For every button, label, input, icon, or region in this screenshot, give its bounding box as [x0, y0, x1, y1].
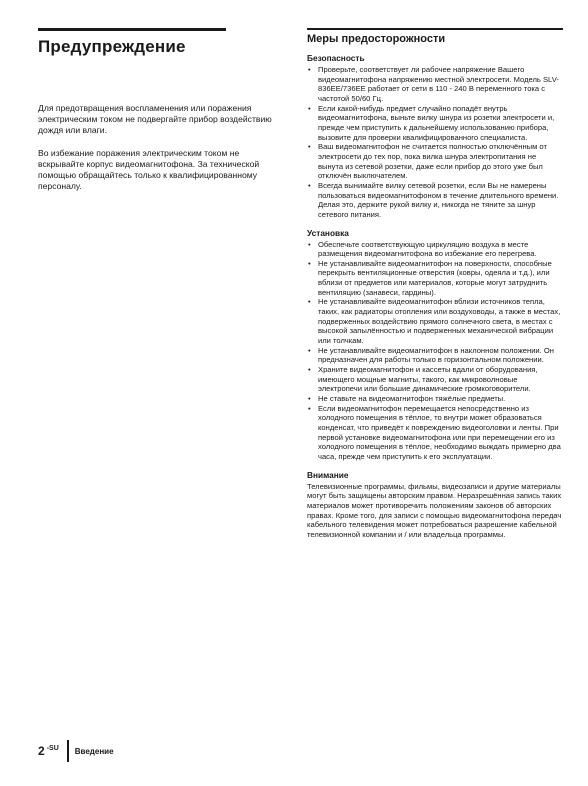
bullet-icon: • — [308, 65, 311, 74]
list-item: • Если какой-нибудь предмет случайно попадёт внутрь видеомагнитофона, выньте вилку шнура из розетки электросети и, прежде чем приступить к дальнейшему использованию прибора, вызовите для проверки квалифицированного специалиста. — [308, 103, 555, 142]
precautions-title: Меры предосторожности — [307, 33, 446, 45]
bullet-icon: • — [308, 394, 311, 403]
installation-list — [307, 240, 563, 462]
section-heading-installation: Установка — [307, 227, 349, 238]
bullet-icon: • — [308, 142, 311, 152]
title-rule — [307, 28, 563, 30]
bullet-icon: • — [308, 403, 311, 413]
warning-paragraph: Во избежание поражения электрическим током не вскрывайте корпус видеомагнитофона. За технической помощью обращайтесь только к квалифицированному персоналу. — [38, 148, 260, 191]
section-heading-safety: Безопасность — [307, 53, 365, 63]
list-item: • Храните видеомагнитофон и кассеты вдали от оборудования, имеющего мощные магниты, такого, как микроволновые электропечи или большие динамические громкоговорители. — [308, 365, 538, 394]
title-rule — [38, 28, 226, 31]
list-item: • Не устанавливайте видеомагнитофон в наклонном положении. Он предназначен для работы только в горизонтальном положении. — [308, 345, 554, 365]
bullet-icon: • — [308, 297, 311, 307]
bullet-icon: • — [308, 103, 311, 113]
list-item: • Не устанавливайте видеомагнитофон вблизи источников тепла, таких, как радиаторы отопления или воздуховоды, а также в местах, подверженных воздействию прямого солнечного света, в местах с высокой запылённостью и подверженных механической вибрации или толчкам. — [308, 297, 561, 346]
warning-paragraph: Для предотвращения воспламенения или поражения электрическим током не подвергайте прибор воздействию дождя или влаги. — [38, 103, 272, 135]
bullet-icon: • — [308, 345, 311, 355]
page-suffix: -SU — [46, 744, 59, 752]
list-item: • Всегда вынимайте вилку сетевой розетки, если Вы не намерены пользоваться видеомагнитофоном в течение длительного времени. Делая это, держите рукой вилку и, никогда не тяните за шнур сетевого питания. — [308, 180, 559, 219]
bullet-icon: • — [308, 258, 311, 268]
bullet-icon: • — [308, 239, 311, 249]
list-item: • Проверьте, соответствует ли рабочее напряжение Вашего видеомагнитофона напряжению местной электросети. Модель SLV-836EE/736EE работает от сети в 110 - 240 В переменного тока с частотой 50/60 Гц. — [308, 65, 559, 103]
page-footer — [38, 741, 114, 761]
bullet-icon: • — [308, 180, 311, 190]
precautions-column — [307, 28, 563, 540]
list-item: • Не ставьте на видеомагнитофон тяжёлые предметы. — [308, 394, 506, 403]
warning-title: Предупреждение — [38, 37, 186, 56]
note-heading: Внимание — [307, 469, 349, 480]
safety-list — [307, 65, 563, 220]
list-item: • Обеспечьте соответствующую циркуляцию воздуха в месте размещения видеомагнитофона во избежание его перегрева. — [308, 239, 537, 259]
list-item: • Если видеомагнитофон перемещается непосредственно из холодного помещения в тёплое, то внутри может образоваться конденсат, что приведёт к повреждению видеоголовки и ленты. При первой установке видеомагнитофона или при перемещении его из холодного помещения в тёплое, необходимо выждать примерно два часа, прежде чем приступить к его эксплуатации. — [308, 403, 561, 461]
bullet-icon: • — [308, 365, 311, 375]
footer-section-name: Введение — [74, 746, 114, 756]
list-item: • Ваш видеомагнитофон не считается полностью отключённым от электросети до тех пор, пока вилка шнура электропитания не вынута из сетевой розетки, даже если прибор до этого уже был отключён выключателем. — [308, 142, 547, 181]
footer-divider — [67, 740, 69, 762]
note-text: Телевизионные программы, фильмы, видеозаписи и другие материалы могут быть защищены авторским правом. Неразрешённая запись таких материалов может противоречить положениям законов об авторских правах. Кроме того, для записи с помощью видеомагнитофона передач кабельного телевидения может потребоваться разрешение кабельной телевизионной компании и / или владельца программы. — [307, 481, 562, 539]
page-number: 2 — [38, 744, 45, 758]
list-item: • Не устанавливайте видеомагнитофон на поверхности, способные перекрыть вентиляционные отверстия (ковры, одеяла и т.д.), или вблизи от предметов или материалов, которые могут затруднить вентиляцию (занавеси, гардины). — [308, 258, 552, 297]
warning-column — [38, 28, 286, 204]
